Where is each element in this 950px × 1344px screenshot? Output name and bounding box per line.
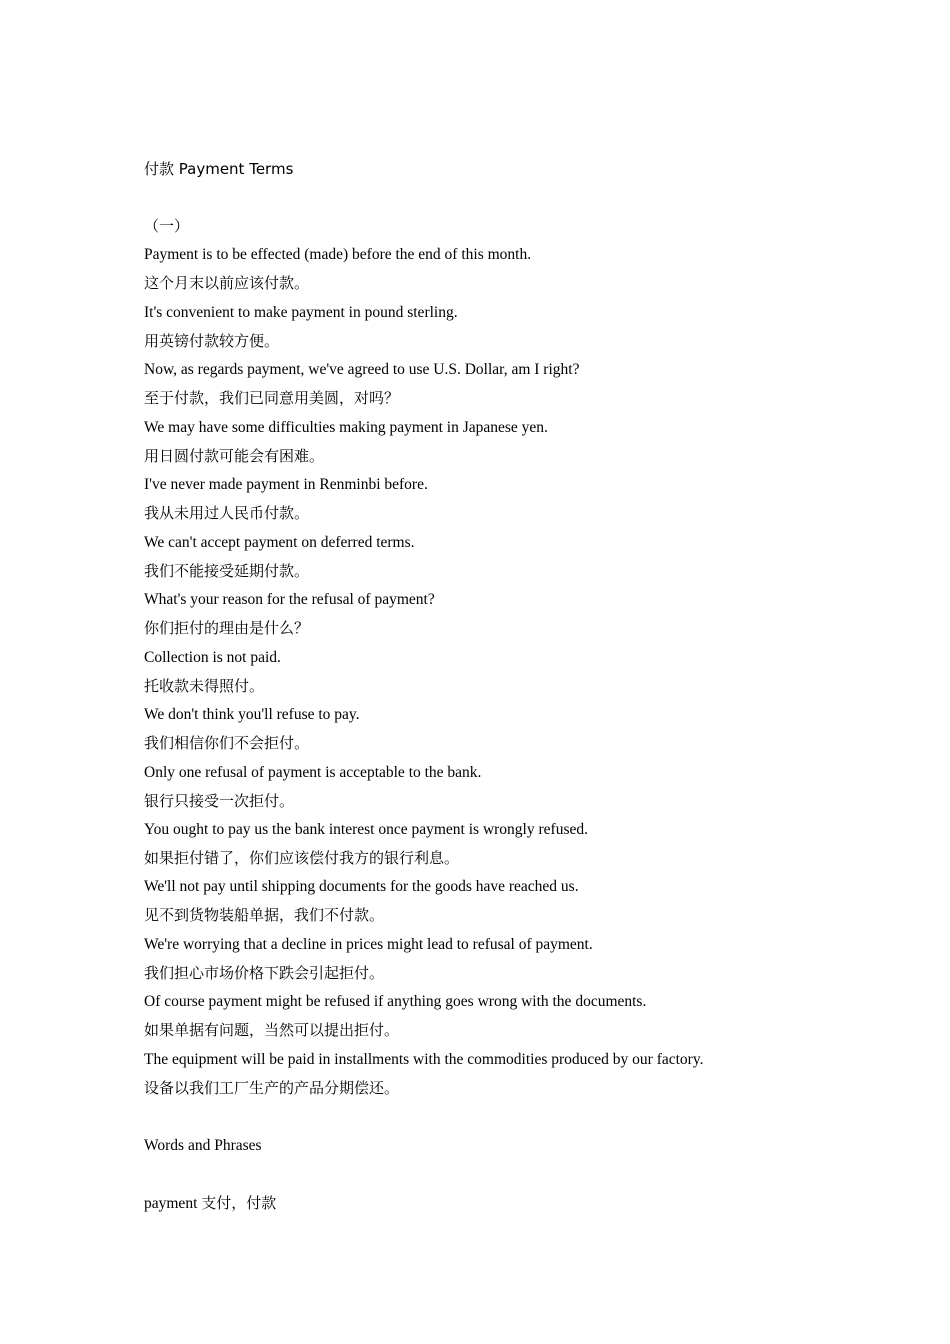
sentence-en: We can't accept payment on deferred terms.: [144, 534, 415, 551]
section-label: （一）: [144, 217, 190, 235]
sentence-zh: 设备以我们工厂生产的产品分期偿还。: [144, 1079, 400, 1097]
sentence-en: You ought to pay us the bank interest once payment is wrongly refused.: [144, 821, 588, 838]
sentence-zh: 你们拒付的理由是什么？: [144, 619, 310, 637]
sentence-zh: 托收款未得照付。: [144, 677, 265, 695]
sentence-en: The equipment will be paid in installments with the commodities produced by our factory.: [144, 1051, 704, 1068]
sentence-zh: 如果拒付错了，你们应该偿付我方的银行利息。: [144, 849, 460, 867]
sentence-zh: 我从未用过人民币付款。: [144, 504, 310, 522]
sentence-zh: 我们担心市场价格下跌会引起拒付。: [144, 964, 385, 982]
sentence-zh: 至于付款，我们已同意用美圆，对吗？: [144, 389, 400, 407]
sentence-en: Collection is not paid.: [144, 649, 281, 666]
title-text: 付款 Payment Terms: [144, 160, 294, 178]
sentence-en: Of course payment might be refused if anything goes wrong with the documents.: [144, 993, 647, 1010]
sentence-en: What's your reason for the refusal of payment?: [144, 591, 435, 608]
sentence-zh: 用日圆付款可能会有困难。: [144, 447, 325, 465]
sentence-en: I've never made payment in Renminbi before.: [144, 476, 428, 493]
sentence-en: We're worrying that a decline in prices might lead to refusal of payment.: [144, 936, 593, 953]
sentence-zh: 我们不能接受延期付款。: [144, 562, 310, 580]
vocab-entry: [144, 1193, 276, 1214]
sentence-en: Payment is to be effected (made) before the end of this month.: [144, 246, 532, 263]
words-heading: Words and Phrases: [144, 1137, 262, 1154]
sentence-zh: 如果单据有问题，当然可以提出拒付。: [144, 1021, 400, 1039]
sentence-en: Now, as regards payment, we've agreed to use U.S. Dollar, am I right?: [144, 361, 580, 378]
sentence-en: We don't think you'll refuse to pay.: [144, 706, 360, 723]
vocab-term: payment: [144, 1195, 198, 1212]
sentence-zh: 用英镑付款较方便。: [144, 332, 280, 350]
sentence-zh: 见不到货物装船单据，我们不付款。: [144, 906, 385, 924]
document-title: [144, 159, 293, 180]
sentence-zh: 我们相信你们不会拒付。: [144, 734, 310, 752]
sentence-en: It's convenient to make payment in pound sterling.: [144, 304, 458, 321]
vocab-meaning: 支付，付款: [201, 1194, 277, 1212]
sentence-en: We may have some difficulties making payment in Japanese yen.: [144, 419, 548, 436]
sentence-en: We'll not pay until shipping documents for the goods have reached us.: [144, 878, 579, 895]
sentence-zh: 这个月末以前应该付款。: [144, 274, 310, 292]
sentence-en: Only one refusal of payment is acceptable to the bank.: [144, 764, 482, 781]
sentence-zh: 银行只接受一次拒付。: [144, 792, 295, 810]
